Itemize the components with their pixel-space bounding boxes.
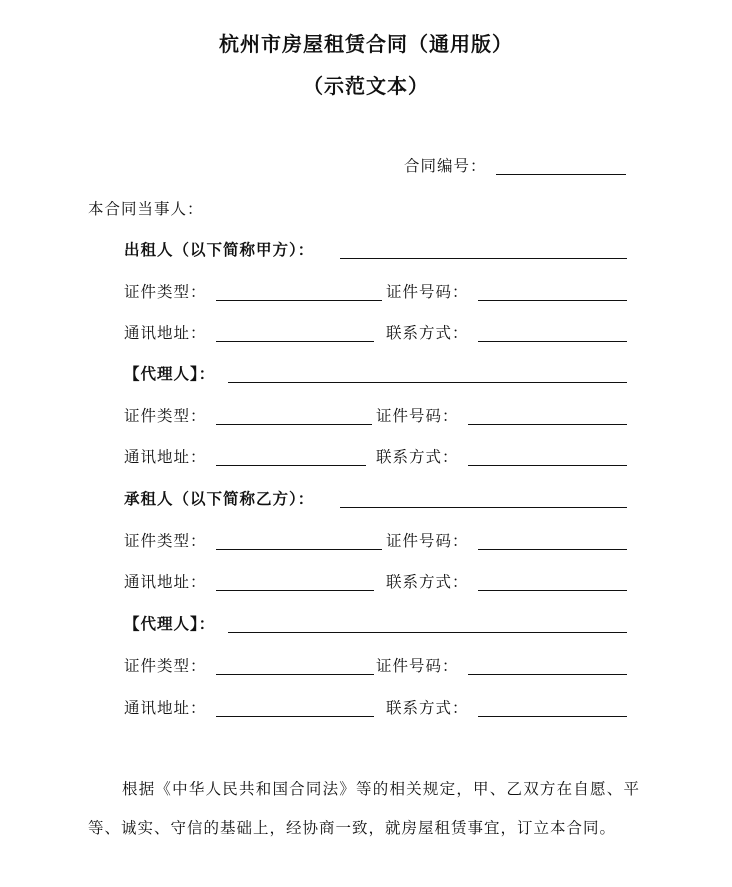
lessee-agent-id-no-label: 证件号码： bbox=[376, 657, 459, 675]
lessor-contact-field[interactable] bbox=[478, 341, 627, 342]
lessee-contact-field[interactable] bbox=[478, 590, 627, 591]
lessor-agent-heading: 【代理人】： bbox=[124, 365, 216, 383]
lessee-heading: 承租人（以下简称乙方）： bbox=[124, 490, 315, 508]
lessor-agent-id-no-field[interactable] bbox=[468, 424, 627, 425]
contract-number-field[interactable] bbox=[496, 174, 626, 175]
document-subtitle: （示范文本） bbox=[303, 74, 429, 98]
lessor-agent-address-label: 通讯地址： bbox=[124, 448, 207, 466]
lessor-agent-id-type-label: 证件类型： bbox=[124, 407, 207, 425]
lessor-agent-address-field[interactable] bbox=[216, 465, 366, 466]
lessee-address-label: 通讯地址： bbox=[124, 573, 207, 591]
lessee-agent-heading: 【代理人】： bbox=[124, 615, 216, 633]
lessor-agent-id-no-label: 证件号码： bbox=[376, 407, 459, 425]
lessor-id-no-field[interactable] bbox=[478, 300, 627, 301]
parties-label: 本合同当事人： bbox=[88, 200, 204, 218]
lessor-agent-id-type-field[interactable] bbox=[216, 424, 372, 425]
lessee-address-field[interactable] bbox=[216, 590, 374, 591]
lessee-agent-id-type-label: 证件类型： bbox=[124, 657, 207, 675]
lessee-id-no-field[interactable] bbox=[478, 549, 627, 550]
lessor-id-no-label: 证件号码： bbox=[386, 283, 469, 301]
lessor-address-field[interactable] bbox=[216, 341, 374, 342]
lessee-agent-address-label: 通讯地址： bbox=[124, 699, 207, 717]
lessee-name-field[interactable] bbox=[340, 507, 627, 508]
lessor-name-field[interactable] bbox=[340, 258, 627, 259]
contract-number-label: 合同编号： bbox=[404, 157, 487, 175]
lessee-contact-label: 联系方式： bbox=[386, 573, 469, 591]
lessor-contact-label: 联系方式： bbox=[386, 324, 469, 342]
lessor-heading: 出租人（以下简称甲方）： bbox=[124, 241, 315, 259]
lessor-agent-name-field[interactable] bbox=[228, 382, 627, 383]
lessee-agent-name-field[interactable] bbox=[228, 632, 627, 633]
lessee-agent-id-type-field[interactable] bbox=[216, 674, 374, 675]
lessor-agent-contact-label: 联系方式： bbox=[376, 448, 459, 466]
lessor-id-type-label: 证件类型： bbox=[124, 283, 207, 301]
lessee-id-type-label: 证件类型： bbox=[124, 532, 207, 550]
document-title: 杭州市房屋租赁合同（通用版） bbox=[219, 32, 513, 56]
lessor-agent-contact-field[interactable] bbox=[468, 465, 627, 466]
lessor-address-label: 通讯地址： bbox=[124, 324, 207, 342]
lessee-agent-contact-label: 联系方式： bbox=[386, 699, 469, 717]
lessee-agent-address-field[interactable] bbox=[216, 716, 374, 717]
preamble-paragraph: 根据《中华人民共和国合同法》等的相关规定，甲、乙双方在自愿、平等、诚实、守信的基础上，经协商一致，就房屋租赁事宜，订立本合同。 bbox=[88, 780, 640, 837]
lessee-id-type-field[interactable] bbox=[216, 549, 382, 550]
lessee-agent-id-no-field[interactable] bbox=[468, 674, 627, 675]
lessee-agent-contact-field[interactable] bbox=[478, 716, 627, 717]
lessor-id-type-field[interactable] bbox=[216, 300, 382, 301]
lessee-id-no-label: 证件号码： bbox=[386, 532, 469, 550]
